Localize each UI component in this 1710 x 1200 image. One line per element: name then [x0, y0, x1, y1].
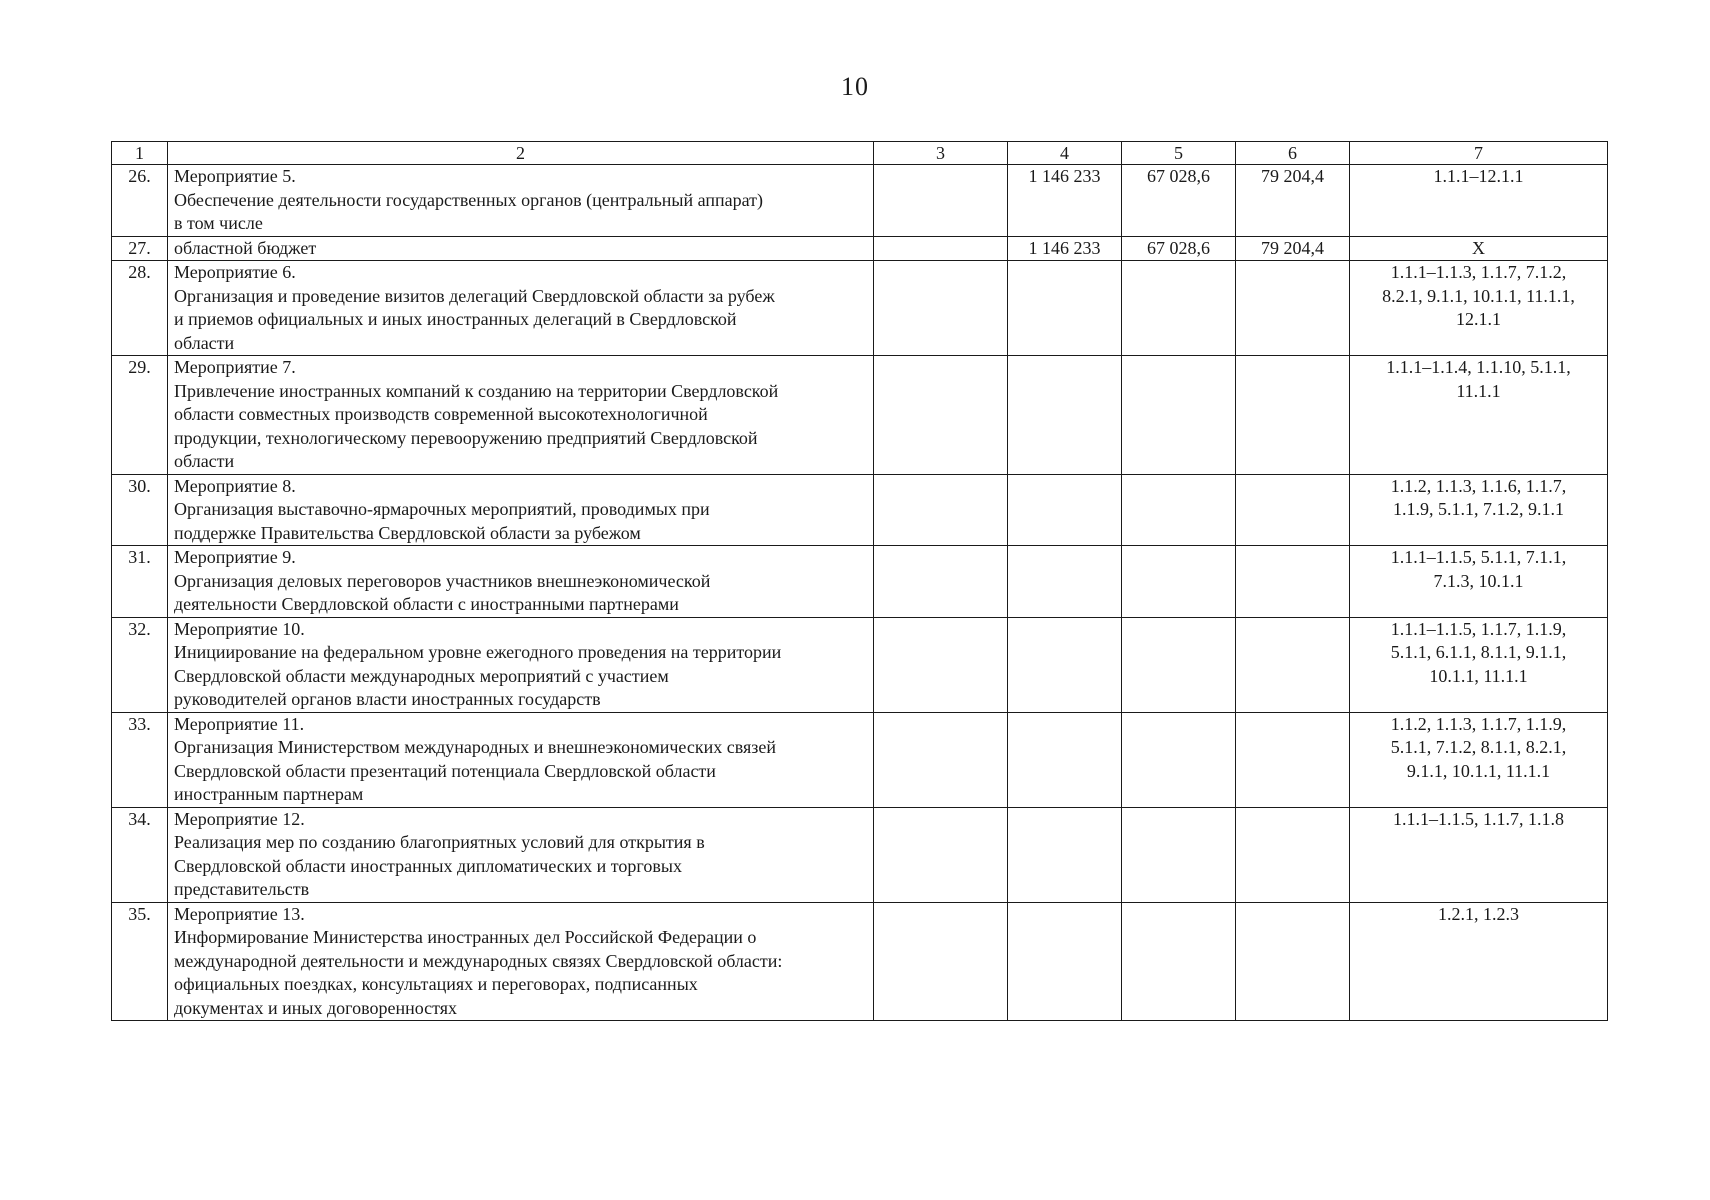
description-line: Организация Министерством международных и внешнеэкономических связей [174, 737, 776, 757]
event-description [168, 261, 874, 356]
cell-col3 [874, 617, 1008, 712]
target-indicator-refs [1350, 474, 1608, 546]
description-line: областной бюджет [174, 237, 317, 258]
cell-col5 [1122, 474, 1236, 546]
cell-col6 [1236, 356, 1350, 475]
cell-col3 [874, 902, 1008, 1021]
target-indicator-refs [1350, 165, 1608, 237]
description-line: Организация и проведение визитов делегаций Свердловской области за рубеж [174, 285, 775, 306]
target-indicator-refs [1350, 546, 1608, 618]
event-description [168, 165, 874, 237]
event-description [168, 356, 874, 475]
description-line: Мероприятие 13. [174, 903, 305, 924]
cell-col4 [1008, 712, 1122, 807]
cell-col3 [874, 261, 1008, 356]
cell-col5 [1122, 902, 1236, 1021]
description-line: Мероприятие 12. [174, 808, 305, 829]
table-row [112, 356, 1608, 475]
cell-col5 [1122, 807, 1236, 902]
ref-line: 1.1.1–1.1.5, 1.1.7, 1.1.9, [1390, 618, 1567, 639]
description-line: Инициирование на федеральном уровне ежегодного проведения на территории [174, 642, 782, 662]
description-line: Свердловской области иностранных дипломатических и торговых [174, 855, 682, 876]
cell-col4 [1008, 474, 1122, 546]
ref-line: 1.1.1–1.1.3, 1.1.7, 7.1.2, [1390, 262, 1567, 282]
ref-line: 1.1.1–1.1.5, 5.1.1, 7.1.1, [1390, 547, 1567, 567]
ref-line: 5.1.1, 7.1.2, 8.1.1, 8.2.1, [1390, 737, 1567, 757]
ref-line: 1.1.1–12.1.1 [1433, 166, 1524, 186]
table-row [112, 474, 1608, 546]
event-description [168, 236, 874, 261]
cell-col4 [1008, 807, 1122, 902]
table-row [112, 807, 1608, 902]
cell-col6: 79 204,4 [1236, 165, 1350, 237]
table-header-row [112, 142, 1608, 165]
description-line: Организация выставочно-ярмарочных мероприятий, проводимых при [174, 499, 710, 519]
target-indicator-refs [1350, 712, 1608, 807]
cell-col3 [874, 474, 1008, 546]
event-description [168, 902, 874, 1021]
cell-col6 [1236, 474, 1350, 546]
description-line: Мероприятие 11. [174, 713, 305, 734]
table-row [112, 617, 1608, 712]
target-indicator-refs [1350, 236, 1608, 261]
cell-col5: 67 028,6 [1122, 236, 1236, 261]
description-line: Мероприятие 10. [174, 618, 305, 639]
cell-col6 [1236, 712, 1350, 807]
column-header: 4 [1008, 142, 1122, 165]
row-number: 28. [112, 261, 168, 356]
cell-col3 [874, 712, 1008, 807]
target-indicator-refs [1350, 902, 1608, 1021]
cell-col6 [1236, 261, 1350, 356]
cell-col3 [874, 356, 1008, 475]
table-row [112, 712, 1608, 807]
ref-line: 1.1.1–1.1.4, 1.1.10, 5.1.1, [1386, 357, 1571, 377]
ref-line: Х [1472, 237, 1485, 258]
column-header: 3 [874, 142, 1008, 165]
description-line: Обеспечение деятельности государственных органов (центральный аппарат) [174, 189, 764, 210]
description-line: Мероприятие 5. [174, 166, 296, 186]
ref-line: 1.1.9, 5.1.1, 7.1.2, 9.1.1 [1393, 499, 1564, 519]
ref-line: 1.1.1–1.1.5, 1.1.7, 1.1.8 [1393, 808, 1564, 829]
cell-col4 [1008, 617, 1122, 712]
description-line: Мероприятие 6. [174, 262, 296, 282]
page-number: 10 [841, 72, 869, 101]
target-indicator-refs [1350, 617, 1608, 712]
cell-col4 [1008, 546, 1122, 618]
ref-line: 1.2.1, 1.2.3 [1438, 903, 1519, 924]
description-line: иностранным партнерам [174, 784, 364, 804]
cell-col5 [1122, 356, 1236, 475]
cell-col3 [874, 165, 1008, 237]
program-events-table [111, 141, 1608, 1021]
column-header: 2 [168, 142, 874, 165]
description-line: международной деятельности и международных связях Свердловской области: [174, 950, 783, 971]
ref-line: 11.1.1 [1456, 380, 1501, 401]
cell-col4: 1 146 233 [1008, 165, 1122, 237]
column-header: 5 [1122, 142, 1236, 165]
event-description [168, 546, 874, 618]
description-line: документах и иных договоренностях [174, 997, 458, 1018]
cell-col3 [874, 546, 1008, 618]
description-line: области совместных производств современной высокотехнологичной [174, 404, 708, 424]
event-description [168, 807, 874, 902]
event-description [168, 617, 874, 712]
cell-col5 [1122, 261, 1236, 356]
cell-col5 [1122, 712, 1236, 807]
table-row [112, 546, 1608, 618]
row-number: 35. [112, 902, 168, 1021]
cell-col6 [1236, 807, 1350, 902]
description-line: Мероприятие 7. [174, 357, 296, 377]
row-number: 32. [112, 617, 168, 712]
description-line: поддержке Правительства Свердловской области за рубежом [174, 522, 641, 543]
row-number: 31. [112, 546, 168, 618]
description-line: Свердловской области международных мероприятий с участием [174, 665, 669, 686]
description-line: Привлечение иностранных компаний к созданию на территории Свердловской [174, 380, 779, 401]
cell-col6 [1236, 617, 1350, 712]
column-header: 6 [1236, 142, 1350, 165]
description-line: продукции, технологическому перевооружению предприятий Свердловской [174, 427, 758, 448]
ref-line: 10.1.1, 11.1.1 [1429, 665, 1528, 686]
target-indicator-refs [1350, 261, 1608, 356]
table-row [112, 261, 1608, 356]
table-row [112, 165, 1608, 237]
ref-line: 12.1.1 [1456, 309, 1501, 329]
description-line: Реализация мер по созданию благоприятных условий для открытия в [174, 832, 705, 852]
ref-line: 9.1.1, 10.1.1, 11.1.1 [1406, 760, 1551, 781]
ref-line: 1.1.2, 1.1.3, 1.1.7, 1.1.9, [1390, 713, 1567, 734]
description-line: Информирование Министерства иностранных дел Российской Федерации о [174, 927, 757, 947]
table-row [112, 236, 1608, 261]
cell-col4 [1008, 261, 1122, 356]
target-indicator-refs [1350, 807, 1608, 902]
table-body [112, 165, 1608, 1021]
ref-line: 7.1.3, 10.1.1 [1433, 570, 1524, 591]
description-line: и приемов официальных и иных иностранных делегаций в Свердловской [174, 309, 737, 329]
ref-line: 1.1.2, 1.1.3, 1.1.6, 1.1.7, [1390, 475, 1567, 496]
row-number: 26. [112, 165, 168, 237]
description-line: области [174, 451, 235, 471]
cell-col6: 79 204,4 [1236, 236, 1350, 261]
description-line: официальных поездках, консультациях и переговорах, подписанных [174, 974, 698, 994]
description-line: Свердловской области презентаций потенциала Свердловской области [174, 760, 716, 781]
cell-col4 [1008, 356, 1122, 475]
ref-line: 5.1.1, 6.1.1, 8.1.1, 9.1.1, [1390, 642, 1567, 662]
cell-col3 [874, 236, 1008, 261]
row-number: 29. [112, 356, 168, 475]
description-line: в том числе [174, 213, 263, 233]
description-line: представительств [174, 879, 310, 899]
table-row [112, 902, 1608, 1021]
event-description [168, 712, 874, 807]
column-header: 7 [1350, 142, 1608, 165]
cell-col3 [874, 807, 1008, 902]
description-line: руководителей органов власти иностранных государств [174, 689, 601, 709]
description-line: деятельности Свердловской области с иностранными партнерами [174, 594, 679, 614]
ref-line: 8.2.1, 9.1.1, 10.1.1, 11.1.1, [1382, 285, 1575, 306]
row-number: 30. [112, 474, 168, 546]
description-line: области [174, 332, 235, 353]
description-line: Мероприятие 8. [174, 475, 296, 496]
cell-col6 [1236, 902, 1350, 1021]
row-number: 34. [112, 807, 168, 902]
cell-col4: 1 146 233 [1008, 236, 1122, 261]
row-number: 27. [112, 236, 168, 261]
cell-col5: 67 028,6 [1122, 165, 1236, 237]
description-line: Организация деловых переговоров участников внешнеэкономической [174, 570, 711, 591]
description-line: Мероприятие 9. [174, 547, 296, 567]
cell-col4 [1008, 902, 1122, 1021]
row-number: 33. [112, 712, 168, 807]
cell-col5 [1122, 617, 1236, 712]
cell-col5 [1122, 546, 1236, 618]
target-indicator-refs [1350, 356, 1608, 475]
column-header: 1 [112, 142, 168, 165]
event-description [168, 474, 874, 546]
cell-col6 [1236, 546, 1350, 618]
